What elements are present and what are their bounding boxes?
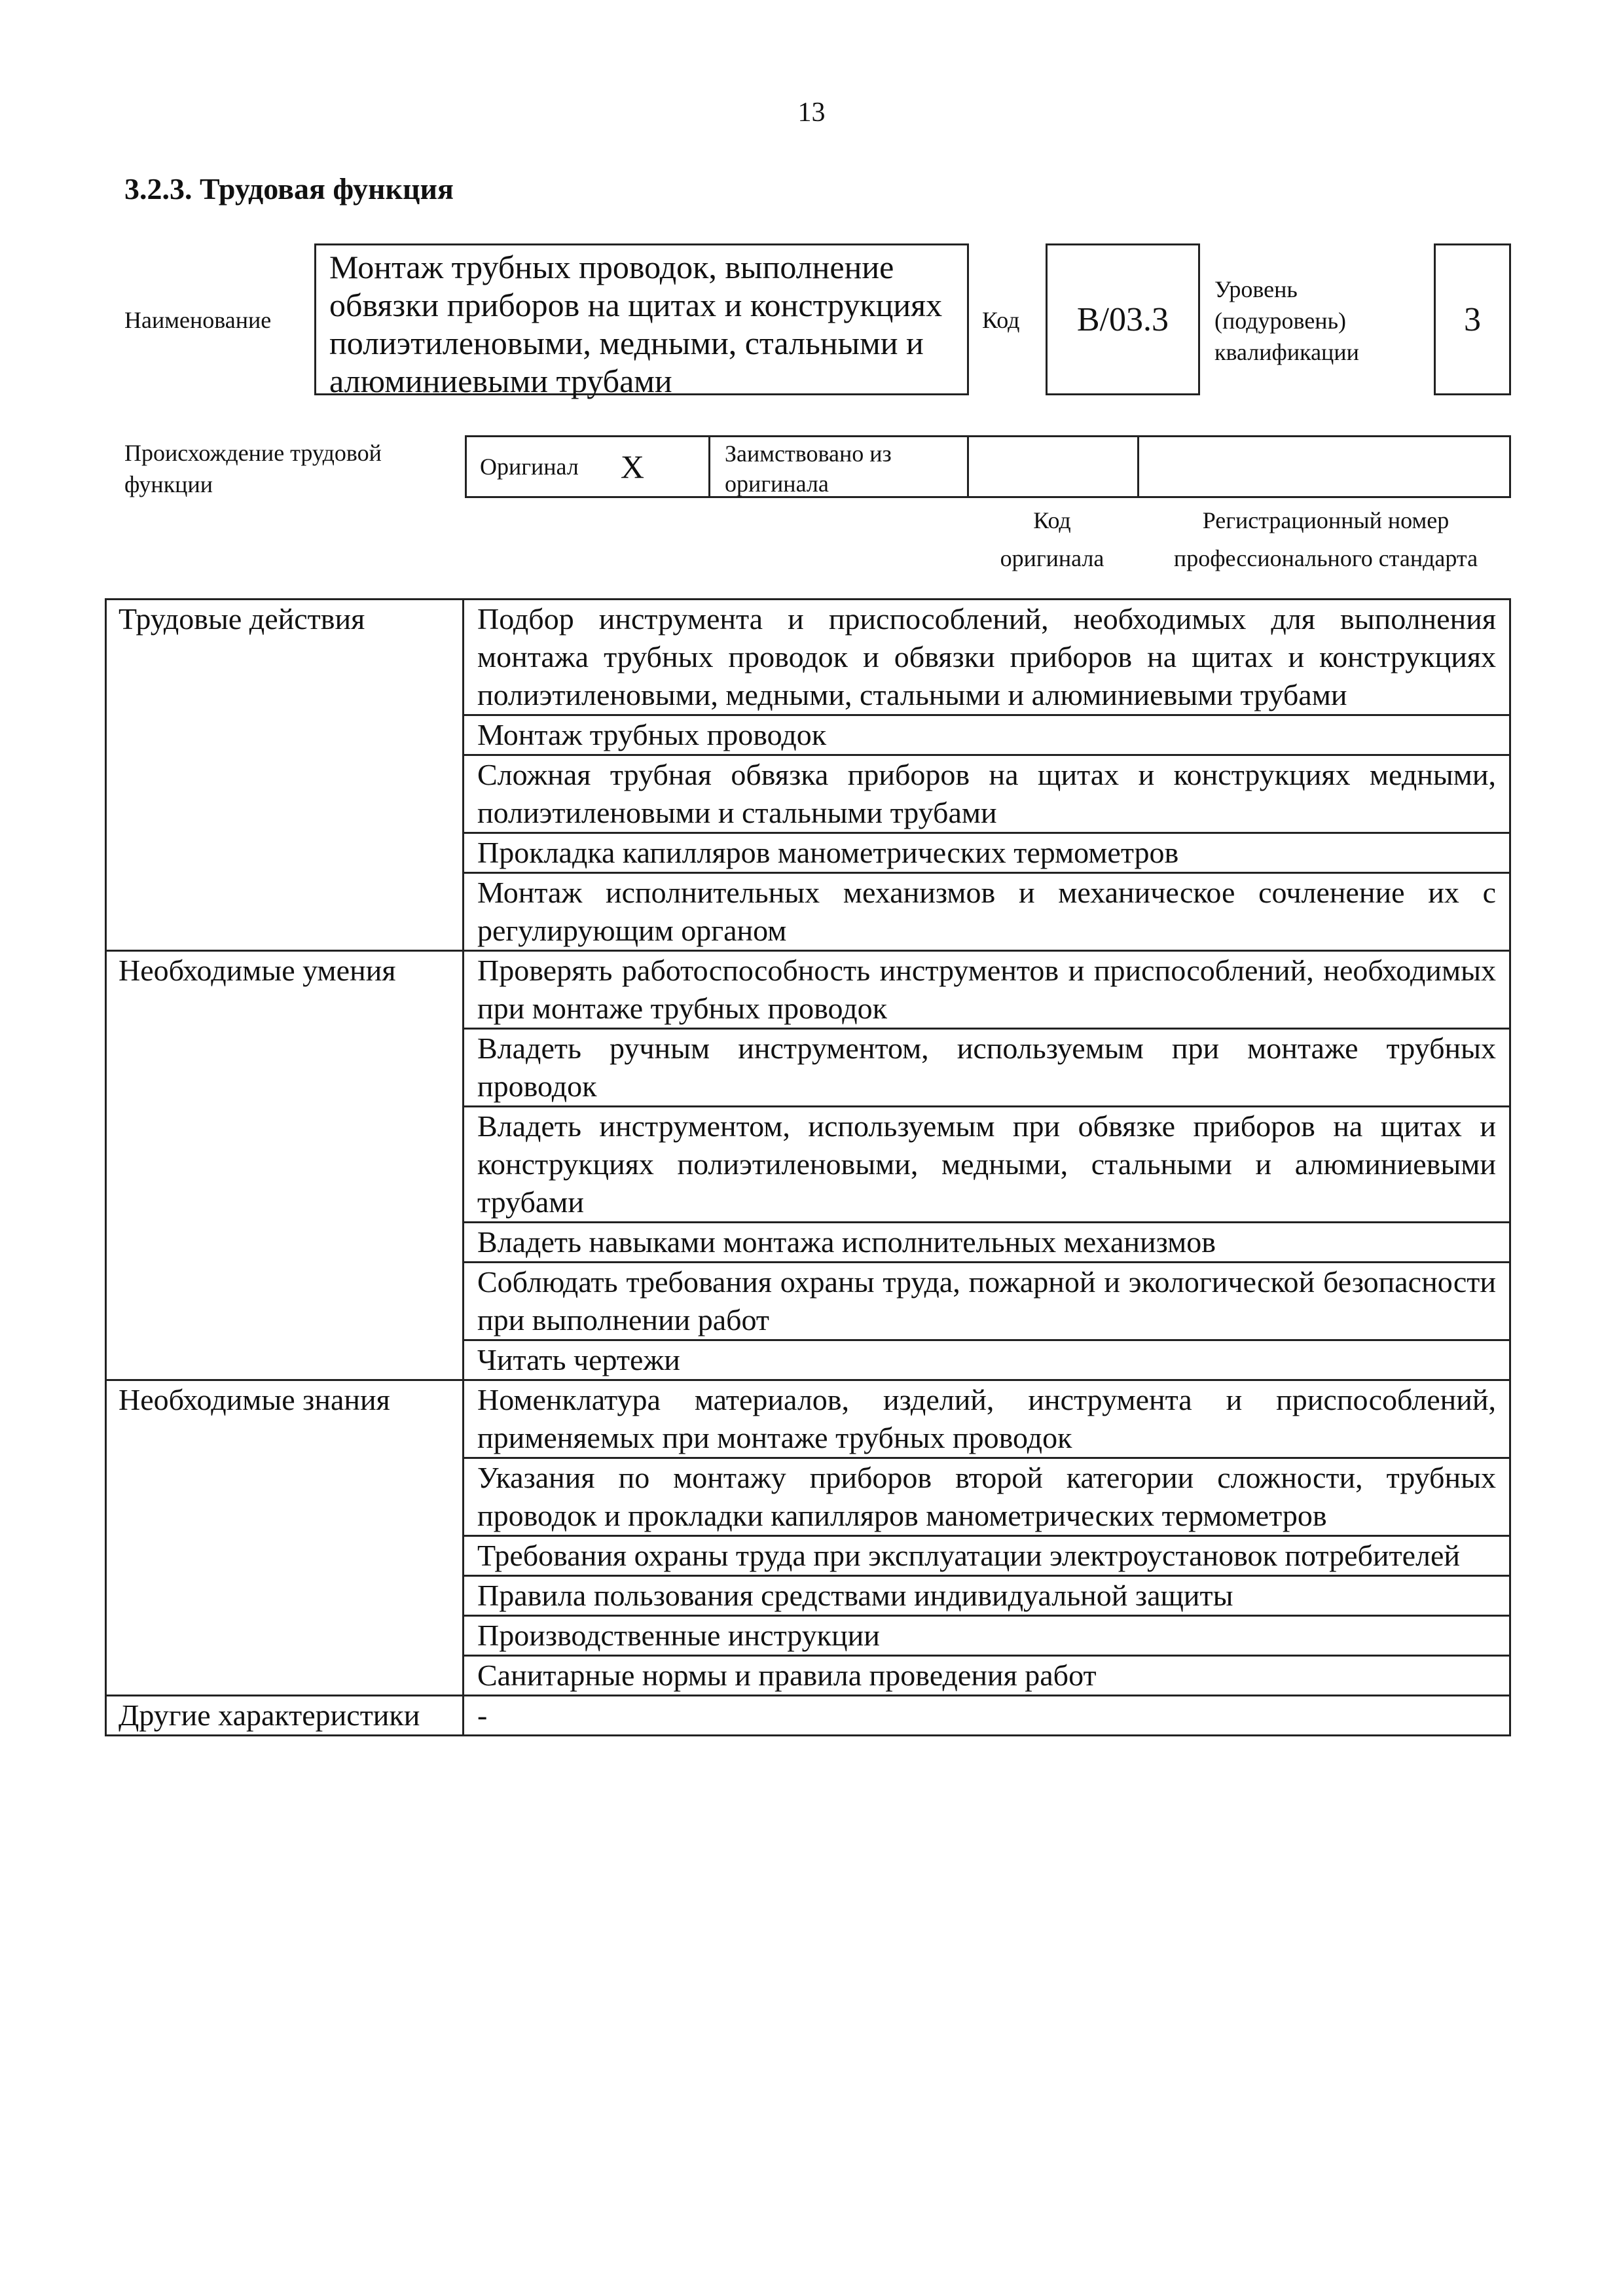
item-cell: Владеть инструментом, используемым при обвязке приборов на щитах и конструкциях полиэтиленовыми, медными, стальными и алюминиевыми трубами [464,1107,1510,1223]
item-cell: Правила пользования средствами индивидуальной защиты [464,1576,1510,1616]
item-cell: Прокладка капилляров манометрических термометров [464,833,1510,873]
item-cell: Проверять работоспособность инструментов и приспособлений, необходимых при монтаже трубных проводок [464,951,1510,1029]
section-title: 3.2.3. Трудовая функция [124,172,454,206]
page-number: 13 [797,98,826,128]
item-cell: Соблюдать требования охраны труда, пожарной и экологической безопасности при выполнении работ [464,1263,1510,1340]
item-cell: Владеть ручным инструментом, используемым при монтаже трубных проводок [464,1029,1510,1107]
item-cell: Производственные инструкции [464,1616,1510,1656]
item-cell: Подбор инструмента и приспособлений, необходимых для выполнения монтажа трубных проводок и обвязки приборов на щитах и конструкциях полиэтиленовыми, медными, стальными и алюминиевыми трубами [464,600,1510,715]
origin-borrowed-cell: Заимствовано из оригинала [710,437,969,496]
item-cell: - [464,1696,1510,1736]
table-row [106,1696,1510,1736]
function-name-box: Монтаж трубных проводок, выполнение обвязки приборов на щитах и конструкциях полиэтиленовыми, медными, стальными и алюминиевыми трубами [314,243,969,395]
origin-code-cell [969,437,1139,496]
name-label: Наименование [124,307,272,333]
item-cell: Сложная трубная обвязка приборов на щитах и конструкциях медными, полиэтиленовыми и стальными трубами [464,755,1510,833]
origin-reg-number-cell [1139,437,1509,496]
item-cell: Монтаж трубных проводок [464,715,1510,755]
category-cell: Необходимые умения [106,951,464,1380]
origin-label: Происхождение трудовой функции [124,440,382,497]
function-code-box: В/03.3 [1046,243,1200,395]
item-cell: Монтаж исполнительных механизмов и механическое сочленение их с регулирующим органом [464,873,1510,951]
item-cell: Читать чертежи [464,1340,1510,1380]
origin-row [465,435,1511,498]
table-row [106,951,1510,1029]
item-cell: Владеть навыками монтажа исполнительных механизмов [464,1223,1510,1263]
code-caption: Код оригинала [1000,507,1104,571]
item-cell: Номенклатура материалов, изделий, инструмента и приспособлений, применяемых при монтаже трубных проводок [464,1380,1510,1458]
origin-original-cell [467,437,710,496]
qualification-level-box: 3 [1434,243,1511,395]
level-label: Уровень (подуровень) квалификации [1214,276,1359,365]
table-row [106,600,1510,715]
original-mark: Х [620,448,644,485]
function-details-table [105,598,1511,1736]
category-cell: Необходимые знания [106,1380,464,1696]
item-cell: Указания по монтажу приборов второй категории сложности, трубных проводок и прокладки капилляров манометрических термометров [464,1458,1510,1536]
item-cell: Санитарные нормы и правила проведения работ [464,1656,1510,1696]
table-row [106,1380,1510,1458]
item-cell: Требования охраны труда при эксплуатации электроустановок потребителей [464,1536,1510,1576]
code-label: Код [982,307,1020,333]
category-cell: Другие характеристики [106,1696,464,1736]
original-label: Оригинал [480,454,579,480]
category-cell: Трудовые действия [106,600,464,951]
reg-number-caption: Регистрационный номер профессионального стандарта [1173,507,1478,571]
